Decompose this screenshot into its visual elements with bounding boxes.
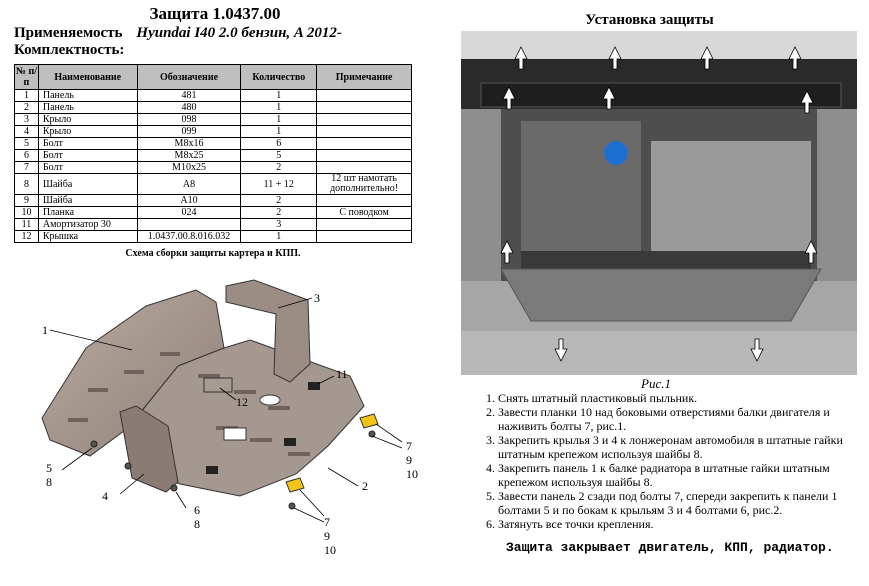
cell-number: 12: [15, 231, 39, 243]
parts-table-row: [15, 174, 412, 195]
parts-table-row: [15, 138, 412, 150]
bracket-10-top-shape: [360, 414, 378, 428]
callout-6b: 6: [194, 503, 200, 517]
cell-quantity: 2: [241, 207, 317, 219]
cell-number: 6: [15, 150, 39, 162]
col-header-designation: Обозначение: [137, 65, 241, 90]
cell-designation: 024: [137, 207, 241, 219]
callout-1: 1: [42, 323, 48, 337]
install-step: 3. Закрепить крылья 3 и 4 к лонжеронам автомобиля в штатные гайки штатным крепежом используя шайбы 8.: [498, 433, 869, 461]
cell-number: 7: [15, 162, 39, 174]
cell-number: 10: [15, 207, 39, 219]
install-step: 4. Закрепить панель 1 к балке радиатора в штатные гайки штатным крепежом используя шайбы 8.: [498, 461, 869, 489]
cell-designation: A10: [137, 195, 241, 207]
cell-designation: 1.0437.00.8.016.032: [137, 231, 241, 243]
install-title: Установка защиты: [585, 12, 714, 28]
callout-8b: 8: [194, 517, 200, 531]
parts-table-row: [15, 126, 412, 138]
cell-quantity: 6: [241, 138, 317, 150]
install-step: 1. Снять штатный пластиковый пыльник.: [498, 391, 869, 405]
cell-designation: M8x16: [137, 138, 241, 150]
installation-photo: [461, 31, 857, 375]
callout-2: 2: [362, 479, 368, 493]
cell-name: Болт: [38, 138, 137, 150]
callout-5a: 5: [46, 461, 52, 475]
cell-designation: 481: [137, 90, 241, 102]
cell-designation: M8x25: [137, 150, 241, 162]
parts-table-row: [15, 195, 412, 207]
cell-quantity: 1: [241, 231, 317, 243]
install-step: 6. Затянуть все точки крепления.: [498, 517, 869, 531]
cell-designation: 480: [137, 102, 241, 114]
assembly-diagram: [28, 278, 448, 578]
summary-line: Защита закрывает двигатель, КПП, радиатор.: [506, 540, 834, 555]
callout-7a: 7: [406, 439, 412, 453]
figure-caption: Рис.1: [641, 376, 671, 391]
cell-name: Амортизатор 30: [38, 219, 137, 231]
install-steps: [476, 391, 869, 531]
parts-table-row: [15, 90, 412, 102]
cell-number: 3: [15, 114, 39, 126]
cell-quantity: 5: [241, 150, 317, 162]
cell-note: [317, 114, 412, 126]
cell-note: [317, 219, 412, 231]
parts-table-row: [15, 102, 412, 114]
cell-designation: 098: [137, 114, 241, 126]
bracket-10-bottom-shape: [286, 478, 304, 492]
cell-name: Панель: [38, 90, 137, 102]
cell-note: [317, 102, 412, 114]
cell-number: 1: [15, 90, 39, 102]
cell-name: Панель: [38, 102, 137, 114]
cell-name: Крыло: [38, 126, 137, 138]
callout-9b: 9: [324, 529, 330, 543]
cell-number: 4: [15, 126, 39, 138]
cell-quantity: 2: [241, 162, 317, 174]
cell-name: Болт: [38, 150, 137, 162]
cell-quantity: 1: [241, 114, 317, 126]
callout-10b: 10: [324, 543, 336, 557]
document-title: Защита 1.0437.00: [149, 4, 281, 23]
cover-12-shape: [204, 378, 232, 392]
cell-note: [317, 195, 412, 207]
cell-note: [317, 162, 412, 174]
callout-3: 3: [314, 291, 320, 305]
cell-name: Планка: [38, 207, 137, 219]
col-header-name: Наименование: [38, 65, 137, 90]
cell-number: 5: [15, 138, 39, 150]
scheme-caption: Схема сборки защиты картера и КПП.: [125, 248, 301, 259]
callout-4: 4: [102, 489, 108, 503]
parts-table-row: [15, 114, 412, 126]
cell-designation: A8: [137, 174, 241, 195]
cell-quantity: 11 + 12: [241, 174, 317, 195]
col-header-quantity: Количество: [241, 65, 317, 90]
cell-number: 2: [15, 102, 39, 114]
cell-quantity: 1: [241, 90, 317, 102]
parts-table-row: [15, 207, 412, 219]
kit-label: Комплектность:: [14, 42, 125, 58]
cell-quantity: 1: [241, 102, 317, 114]
cell-designation: M10x25: [137, 162, 241, 174]
callout-8a: 8: [46, 475, 52, 489]
col-header-note: Примечание: [317, 65, 412, 90]
cell-note: [317, 150, 412, 162]
parts-table-row: [15, 162, 412, 174]
cell-quantity: 2: [241, 195, 317, 207]
cell-note: [317, 90, 412, 102]
callout-11: 11: [336, 367, 348, 381]
applicability-label: Применяемость: [14, 25, 123, 41]
cell-name: Шайба: [38, 174, 137, 195]
cell-number: 11: [15, 219, 39, 231]
callout-12: 12: [236, 395, 248, 409]
parts-table-row: [15, 231, 412, 243]
callout-10a: 10: [406, 467, 418, 481]
install-step: 2. Завести планки 10 над боковыми отверстиями балки двигателя и наживить болты 7, рис.1.: [498, 405, 869, 433]
cell-name: Крыло: [38, 114, 137, 126]
install-step: 5. Завести панель 2 сзади под болты 7, спереди закрепить к панели 1 болтами 5 и по бокам к крыльям 3 и 4 болтами 6, рис.2.: [498, 489, 869, 517]
parts-table-row: [15, 150, 412, 162]
col-header-number: № п/п: [15, 66, 37, 88]
cell-designation: [137, 219, 241, 231]
applicability-value: Hyundai I40 2.0 бензин, A 2012-: [136, 25, 342, 41]
parts-table: [14, 64, 412, 243]
cell-number: 9: [15, 195, 39, 207]
cell-designation: 099: [137, 126, 241, 138]
cell-quantity: 3: [241, 219, 317, 231]
cell-note: [317, 126, 412, 138]
cell-name: Болт: [38, 162, 137, 174]
cell-quantity: 1: [241, 126, 317, 138]
cell-name: Крышка: [38, 231, 137, 243]
callout-7b: 7: [324, 515, 330, 529]
parts-table-header-row: [15, 65, 412, 90]
cell-name: Шайба: [38, 195, 137, 207]
applicability-line: [14, 25, 342, 42]
callout-9a: 9: [406, 453, 412, 467]
parts-table-row: [15, 219, 412, 231]
cell-note: [317, 138, 412, 150]
cell-note: 12 шт намотать дополнительно!: [317, 174, 412, 195]
cell-number: 8: [15, 174, 39, 195]
cell-note: С поводком: [317, 207, 412, 219]
cell-note: [317, 231, 412, 243]
